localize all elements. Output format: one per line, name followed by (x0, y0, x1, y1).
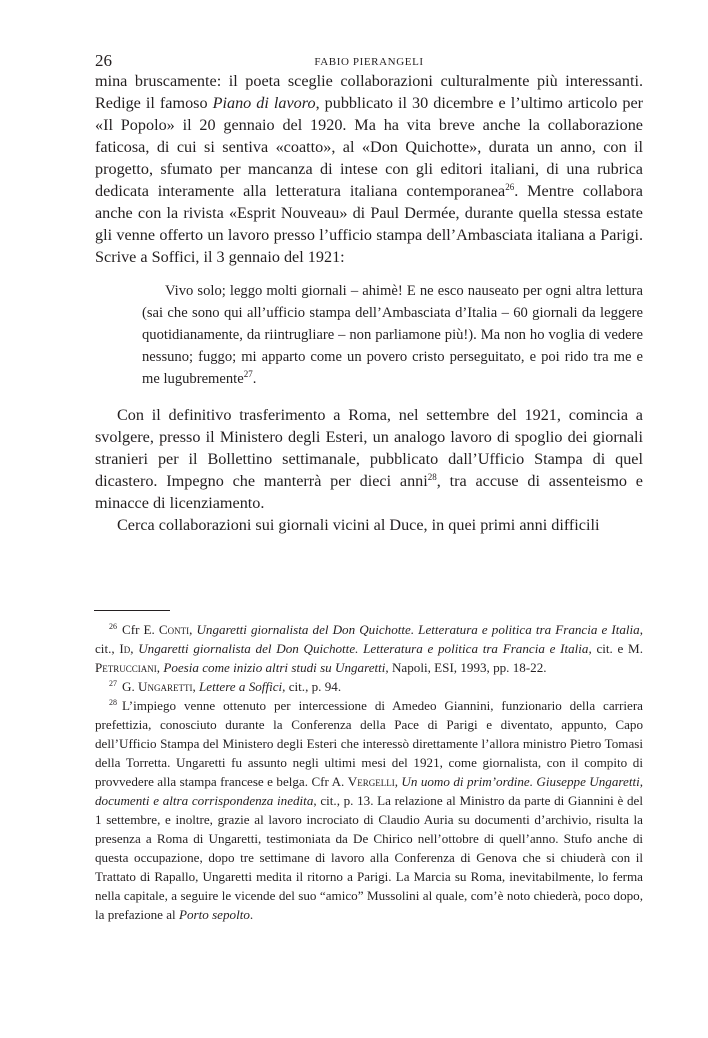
footnote-ref[interactable]: 28 (427, 472, 437, 482)
author-name: Id (119, 641, 131, 656)
author-name: Ungaretti (138, 679, 193, 694)
footnote-27: $^{27}$ G. Ungaretti, Lettere a Soffici, cit., p. 94. (109, 679, 342, 694)
author-name: Petrucciani (95, 660, 157, 675)
author-name: Vergelli (347, 774, 395, 789)
work-title: Un uomo di prim’ordine. Giuseppe Ungaretti, documenti e altra corrispondenza inedita (95, 774, 644, 808)
work-title: Lettere a Soffici (199, 679, 283, 694)
main-text (95, 70, 643, 536)
paragraph: mina bruscamente: il poeta sceglie collaborazioni culturalmente più interessanti. Redige il famoso Piano di lavoro, pubblicato il 30 dicembre e l’ultimo articolo per «Il Popolo» il 20 gennaio del 1920. Ma ha vita breve anche la collaborazione faticosa, di cui si sentiva «coatto», al «Don Quichotte», durata un anno, con il progetto, sfumato per mancanza di intese con gli editori italiani, di una rubrica dedicata interamente alla letteratura italiana contemporanea$^{26}$. Mentre collabora anche con la rivista «Esprit Nouveau» di Paul Dermée, durante quella stessa estate gli venne offerto un lavoro presso l’ufficio stampa dell’Ambasciata italiana a Parigi. Scrive a Soffici, il 3 gennaio del 1921: (95, 72, 644, 266)
work-title: Ungaretti giornalista del Don Quichotte. Letteratura e politica tra Francia e Italia (196, 622, 640, 637)
footnote-ref[interactable]: 26 (505, 182, 515, 192)
footnotes (95, 620, 643, 924)
footnote-28: $^{28}$ L’impiego venne ottenuto per intercessione di Amedeo Giannini, funzionario della carriera prefettizia, conosciuto durante la Conferenza della Pace di Parigi e diventato, appunto, Capo dell’Ufficio Stampa del Ministero degli Esteri che interessò direttamente l’allora ministro Pietro Tomasi della Torretta. Ungaretti fu assunto negli ultimi mesi del 1921, come giornalista, con il compito di provvedere alla stampa francese e belga. Cfr A. Vergelli, Un uomo di prim’ordine. Giuseppe Ungaretti, documenti e altra corrispondenza inedita, cit., p. 13. La relazione al Ministro da parte di Giannini è del 1 settembre, e inoltre, grazie al lavoro incrociato di Claudio Auria su documenti d’archivio, risulta la presenza a Roma di Ungaretti, testimoniata da De Chirico nell’ottobre di quell’anno. Stufo anche di questa occupazione, dopo tre settimane di lavoro alla Conferenza di Genova che si chiuderà con il Trattato di Rapallo, Ungaretti medita il ritorno a Parigi. La Marcia su Roma, inevitabilmente, lo ferma nella capitale, a seguire le vicende del suo “amico” Mussolini al quale, com’è noto chiederà, poco dopo, la prefazione al Porto sepolto. (95, 698, 644, 922)
paragraph: Cerca collaborazioni sui giornali vicini al Duce, in quei primi anni difficili (117, 516, 600, 534)
page-number: 26 (95, 51, 112, 70)
footnote-26: $^{26}$ Cfr E. Conti, Ungaretti giornalista del Don Quichotte. Letteratura e politica tra Francia e Italia, cit., Id, Ungaretti giornalista del Don Quichotte. Letteratura e politica tra Francia e Italia, cit. e M. Petrucciani, Poesia come inizio altri studi su Ungaretti, Napoli, ESI, 1993, pp. 18-22. (95, 622, 644, 675)
author-name: Conti (158, 622, 190, 637)
block-quote: Vivo solo; leggo molti giornali – ahimè! E ne esco nauseato per ogni altra lettura (sai che sono qui all’ufficio stampa dell’Ambasciata d’Italia – 60 giornali da leggere quotidianamente, da riintrugliare – non parliamone più!). Ma non ho voglia di vedere nessuno; fuggo; mi apparto come un povero cristo perseguitato, e poi rido tra me e me lugubremente$^{27}$. (142, 283, 643, 387)
work-title: Ungaretti giornalista del Don Quichotte. Letteratura e politica tra Francia e Italia, (138, 641, 592, 656)
paragraph: Con il definitivo trasferimento a Roma, nel settembre del 1921, comincia a svolgere, presso il Ministero degli Esteri, un analogo lavoro di spoglio dei giornali stranieri per il Bollettino settimanale, pubblicato dall’Ufficio Stampa di quel dicastero. Impegno che manterrà per dieci anni$^{28}$, tra accuse di assenteismo e minacce di licenziamento. (95, 406, 643, 512)
work-title: Poesia come inizio altri studi su Ungaretti, (163, 660, 389, 675)
footnote-number: 28 (109, 698, 117, 707)
running-head-author: FABIO PIERANGELI (314, 56, 424, 68)
footnote-separator (94, 610, 170, 611)
footnote-number: 27 (109, 679, 117, 688)
footnote-number: 26 (109, 622, 117, 631)
running-head (95, 50, 643, 72)
footnote-ref[interactable]: 27 (243, 369, 253, 379)
work-title: Piano di lavoro (212, 94, 316, 112)
work-title: Porto sepolto (178, 907, 250, 922)
